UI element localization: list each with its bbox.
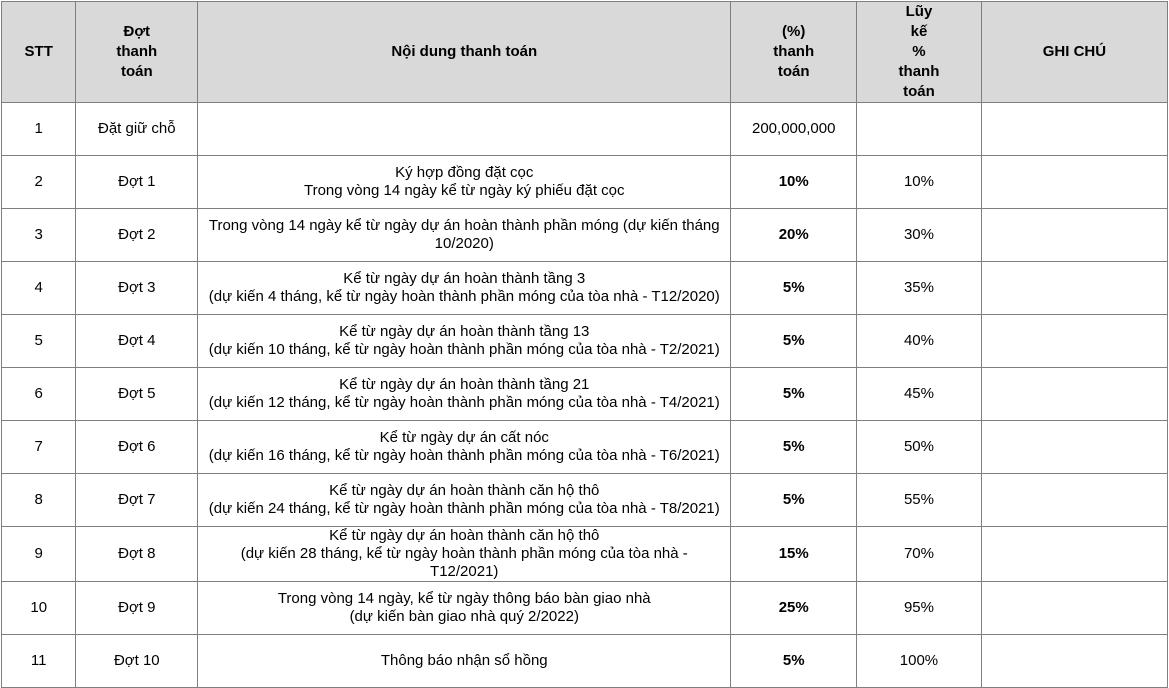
table-row <box>2 209 1168 262</box>
cell-cumulative-percent: 40% <box>857 315 982 368</box>
cell-note <box>981 582 1167 635</box>
cell-cumulative-percent: 70% <box>857 527 982 582</box>
cell-payment-content <box>198 156 731 209</box>
cell-stt: 5 <box>2 315 76 368</box>
cell-payment-percent: 20% <box>731 209 857 262</box>
cell-payment-content <box>198 368 731 421</box>
table-row <box>2 582 1168 635</box>
cell-payment-phase: Đặt giữ chỗ <box>76 103 198 156</box>
header-payment-phase <box>76 2 198 103</box>
cell-payment-content <box>198 527 731 582</box>
cell-stt: 2 <box>2 156 76 209</box>
table-row <box>2 635 1168 688</box>
header-text-line: GHI CHÚ <box>1042 43 1107 60</box>
cell-payment-content <box>198 421 731 474</box>
content-text-line: T12/2021) <box>430 563 499 580</box>
cell-payment-phase: Đợt 4 <box>76 315 198 368</box>
cell-payment-percent: 10% <box>731 156 857 209</box>
table-row <box>2 315 1168 368</box>
cell-stt: 9 <box>2 527 76 582</box>
cell-cumulative-percent: 55% <box>857 474 982 527</box>
cell-cumulative-percent: 35% <box>857 262 982 315</box>
cell-cumulative-percent: 45% <box>857 368 982 421</box>
content-text-line: Kể từ ngày dự án hoàn thành căn hộ thô <box>329 482 600 499</box>
cell-payment-content <box>198 635 731 688</box>
cell-payment-phase: Đợt 9 <box>76 582 198 635</box>
content-text-line: Kể từ ngày dự án cất nóc <box>379 429 549 446</box>
content-text-line: (dự kiến 28 tháng, kể từ ngày hoàn thành phần móng của tòa nhà - <box>240 545 688 562</box>
header-text-line: thanh <box>116 43 158 60</box>
cell-cumulative-percent <box>857 103 982 156</box>
content-text-line: Kể từ ngày dự án hoàn thành tầng 21 <box>339 376 590 393</box>
cell-payment-content <box>198 315 731 368</box>
cell-note <box>981 635 1167 688</box>
cell-note <box>981 368 1167 421</box>
table-row <box>2 474 1168 527</box>
cell-payment-percent: 5% <box>731 262 857 315</box>
cell-payment-content <box>198 474 731 527</box>
cell-stt: 6 <box>2 368 76 421</box>
cell-stt: 3 <box>2 209 76 262</box>
header-payment-content <box>198 2 731 103</box>
table-row <box>2 368 1168 421</box>
cell-stt: 7 <box>2 421 76 474</box>
table-row <box>2 262 1168 315</box>
cell-stt: 8 <box>2 474 76 527</box>
cell-payment-content <box>198 582 731 635</box>
header-cumulative-percent <box>857 2 982 103</box>
cell-payment-phase: Đợt 1 <box>76 156 198 209</box>
cell-cumulative-percent: 50% <box>857 421 982 474</box>
header-text-line: STT <box>24 43 53 60</box>
cell-payment-percent: 5% <box>731 368 857 421</box>
content-text-line: (dự kiến 24 tháng, kể từ ngày hoàn thành phần móng của tòa nhà - T8/2021) <box>208 500 720 517</box>
cell-payment-content <box>198 262 731 315</box>
table-row <box>2 527 1168 582</box>
header-text-line: thanh <box>773 43 815 60</box>
cell-note <box>981 474 1167 527</box>
content-text-line: Thông báo nhận sổ hồng <box>380 652 548 669</box>
cell-note <box>981 156 1167 209</box>
cell-payment-phase: Đợt 10 <box>76 635 198 688</box>
cell-note <box>981 527 1167 582</box>
header-text-line: kế <box>910 23 928 40</box>
cell-note <box>981 262 1167 315</box>
cell-payment-phase: Đợt 6 <box>76 421 198 474</box>
content-text-line: (dự kiến 16 tháng, kể từ ngày hoàn thành phần móng của tòa nhà - T6/2021) <box>208 447 720 464</box>
table-row <box>2 156 1168 209</box>
cell-payment-percent: 15% <box>731 527 857 582</box>
cell-cumulative-percent: 10% <box>857 156 982 209</box>
header-text-line: Lũy <box>905 3 933 20</box>
table-body <box>2 103 1168 688</box>
cell-payment-phase: Đợt 3 <box>76 262 198 315</box>
cell-note <box>981 103 1167 156</box>
cell-payment-percent: 200,000,000 <box>731 103 857 156</box>
content-text-line: (dự kiến 12 tháng, kể từ ngày hoàn thành phần móng của tòa nhà - T4/2021) <box>208 394 720 411</box>
payment-schedule-table <box>1 1 1168 688</box>
cell-cumulative-percent: 100% <box>857 635 982 688</box>
cell-stt: 1 <box>2 103 76 156</box>
content-text-line: Kể từ ngày dự án hoàn thành tầng 3 <box>343 270 586 287</box>
cell-payment-percent: 5% <box>731 421 857 474</box>
cell-payment-phase: Đợt 2 <box>76 209 198 262</box>
cell-stt: 11 <box>2 635 76 688</box>
content-text-line: 10/2020) <box>434 235 494 252</box>
cell-payment-phase: Đợt 7 <box>76 474 198 527</box>
cell-note <box>981 421 1167 474</box>
content-text-line: Trong vòng 14 ngày kể từ ngày dự án hoàn thành phần móng (dự kiến tháng <box>208 217 720 234</box>
cell-stt: 10 <box>2 582 76 635</box>
content-text-line: (dự kiến bàn giao nhà quý 2/2022) <box>349 608 579 625</box>
header-text-line: Đợt <box>123 23 151 40</box>
cell-payment-percent: 5% <box>731 635 857 688</box>
cell-note <box>981 315 1167 368</box>
header-text-line: (%) <box>782 23 806 40</box>
cell-cumulative-percent: 95% <box>857 582 982 635</box>
content-text-line: (dự kiến 4 tháng, kể từ ngày hoàn thành phần móng của tòa nhà - T12/2020) <box>208 288 720 305</box>
header-row <box>2 2 1168 103</box>
cell-payment-percent: 25% <box>731 582 857 635</box>
content-text-line: Ký hợp đồng đặt cọc <box>395 164 534 181</box>
content-text-line: Kể từ ngày dự án hoàn thành tầng 13 <box>339 323 590 340</box>
cell-payment-content <box>198 209 731 262</box>
cell-payment-phase: Đợt 8 <box>76 527 198 582</box>
header-text-line: toán <box>777 63 810 80</box>
cell-cumulative-percent: 30% <box>857 209 982 262</box>
header-text-line: thanh <box>898 63 940 80</box>
table-row <box>2 421 1168 474</box>
cell-note <box>981 209 1167 262</box>
content-text-line: (dự kiến 10 tháng, kể từ ngày hoàn thành phần móng của tòa nhà - T2/2021) <box>208 341 720 358</box>
content-text-line: Kể từ ngày dự án hoàn thành căn hộ thô <box>329 527 600 544</box>
header-text-line: toán <box>120 63 153 80</box>
cell-payment-phase: Đợt 5 <box>76 368 198 421</box>
content-text-line: Trong vòng 14 ngày kể từ ngày ký phiếu đặt cọc <box>303 182 625 199</box>
cell-stt: 4 <box>2 262 76 315</box>
header-payment-percent <box>731 2 857 103</box>
header-stt <box>2 2 76 103</box>
cell-payment-percent: 5% <box>731 315 857 368</box>
header-text-line: Nội dung thanh toán <box>391 43 538 60</box>
header-note <box>981 2 1167 103</box>
table-row <box>2 103 1168 156</box>
header-text-line: % <box>912 43 926 60</box>
header-text-line: toán <box>903 83 935 100</box>
content-text-line: Trong vòng 14 ngày, kể từ ngày thông báo bàn giao nhà <box>277 590 651 607</box>
cell-payment-content <box>198 103 731 156</box>
cell-payment-percent: 5% <box>731 474 857 527</box>
